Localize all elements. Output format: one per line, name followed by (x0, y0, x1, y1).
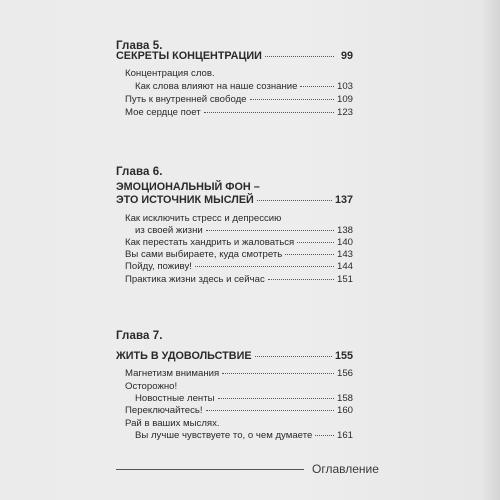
toc-entry-text: из своей жизни (135, 225, 203, 236)
toc-entry-page: 161 (336, 430, 353, 441)
toc-entry-text: Концентрация слов. (125, 68, 215, 79)
toc-entry[interactable] (125, 213, 353, 224)
chapter-7-page: 155 (334, 350, 353, 362)
toc-entry-page: 158 (336, 393, 353, 404)
leader-dots (204, 112, 334, 113)
toc-entry-page: 140 (336, 237, 353, 248)
toc-entry-text: Мое сердце поет (125, 107, 201, 118)
toc-entry[interactable] (135, 430, 353, 441)
leader-dots (297, 242, 334, 243)
chapter-6-title-row-2[interactable] (116, 194, 353, 206)
leader-dots (206, 230, 334, 231)
toc-entry-text: Как слова влияют на наше сознание (135, 81, 298, 92)
leader-dots (268, 279, 334, 280)
chapter-6-page: 137 (334, 194, 353, 206)
leader-dots (250, 99, 334, 100)
chapter-6-label: Глава 6. (116, 166, 163, 178)
toc-entry[interactable] (125, 107, 353, 118)
chapter-6-title-line-1: ЭМОЦИОНАЛЬНЫЙ ФОН – (116, 181, 260, 193)
toc-entry[interactable] (135, 81, 353, 92)
toc-entry[interactable] (125, 261, 353, 272)
toc-entry[interactable] (125, 94, 353, 105)
toc-entry-page: 156 (336, 368, 353, 379)
toc-entry-page: 160 (336, 405, 353, 416)
toc-entry[interactable] (125, 237, 353, 248)
chapter-5-label: Глава 5. (116, 40, 163, 52)
toc-entry-text: Как исключить стресс и депрессию (125, 213, 282, 224)
toc-entry[interactable] (125, 418, 353, 429)
toc-entry[interactable] (135, 225, 353, 236)
toc-entry-text: Переключайтесь! (125, 405, 203, 416)
leader-dots (218, 398, 334, 399)
toc-entry[interactable] (125, 405, 353, 416)
toc-entry-page: 109 (336, 94, 353, 105)
toc-entry[interactable] (125, 368, 353, 379)
leader-dots (206, 410, 334, 411)
toc-entry-text: Рай в ваших мыслях. (125, 418, 220, 429)
toc-entry-page: 138 (336, 225, 353, 236)
leader-dots (222, 373, 334, 374)
leader-dots (285, 254, 334, 255)
toc-entry-text: Практика жизни здесь и сейчас (125, 274, 265, 285)
chapter-6-title-row-1[interactable] (116, 181, 353, 193)
chapter-5-title-row[interactable] (116, 50, 353, 62)
leader-dots (315, 435, 334, 436)
chapter-7-title-row[interactable] (116, 350, 353, 362)
toc-entry-text: Путь к внутренней свободе (125, 94, 247, 105)
chapter-7-label: Глава 7. (116, 330, 163, 342)
chapter-5-title: СЕКРЕТЫ КОНЦЕНТРАЦИИ (116, 50, 262, 62)
leader-dots (257, 200, 332, 201)
toc-entry-page: 143 (336, 249, 353, 260)
chapter-5-page: 99 (340, 50, 353, 62)
leader-dots (300, 86, 334, 87)
toc-entry-text: Пойду, поживу! (125, 261, 192, 272)
toc-entry-page: 103 (336, 81, 353, 92)
toc-entry-page: 123 (336, 107, 353, 118)
chapter-7-title: ЖИТЬ В УДОВОЛЬСТВИЕ (116, 350, 252, 362)
page-edge-shadow (482, 0, 500, 500)
toc-entry[interactable] (135, 393, 353, 404)
toc-entry-text: Осторожно! (125, 381, 178, 392)
toc-entry-text: Вы сами выбираете, куда смотреть (125, 249, 283, 260)
leader-dots (265, 56, 334, 57)
toc-entry-text: Магнетизм внимания (125, 368, 220, 379)
toc-entry[interactable] (125, 68, 353, 79)
leader-dots (255, 356, 332, 357)
toc-entry-text: Новостные ленты (135, 393, 215, 404)
footer-divider (116, 469, 304, 470)
toc-entry[interactable] (125, 381, 353, 392)
leader-dots (195, 266, 334, 267)
toc-entry[interactable] (125, 274, 353, 285)
toc-entry-text: Как перестать хандрить и жаловаться (125, 237, 295, 248)
toc-entry[interactable] (125, 249, 353, 260)
chapter-6-title-line-2: ЭТО ИСТОЧНИК МЫСЛЕЙ (116, 194, 254, 206)
toc-entry-page: 151 (336, 274, 353, 285)
toc-entry-page: 144 (336, 261, 353, 272)
toc-entry-text: Вы лучше чувствуете то, о чем думаете (135, 430, 313, 441)
running-footer: Оглавление (312, 462, 379, 476)
